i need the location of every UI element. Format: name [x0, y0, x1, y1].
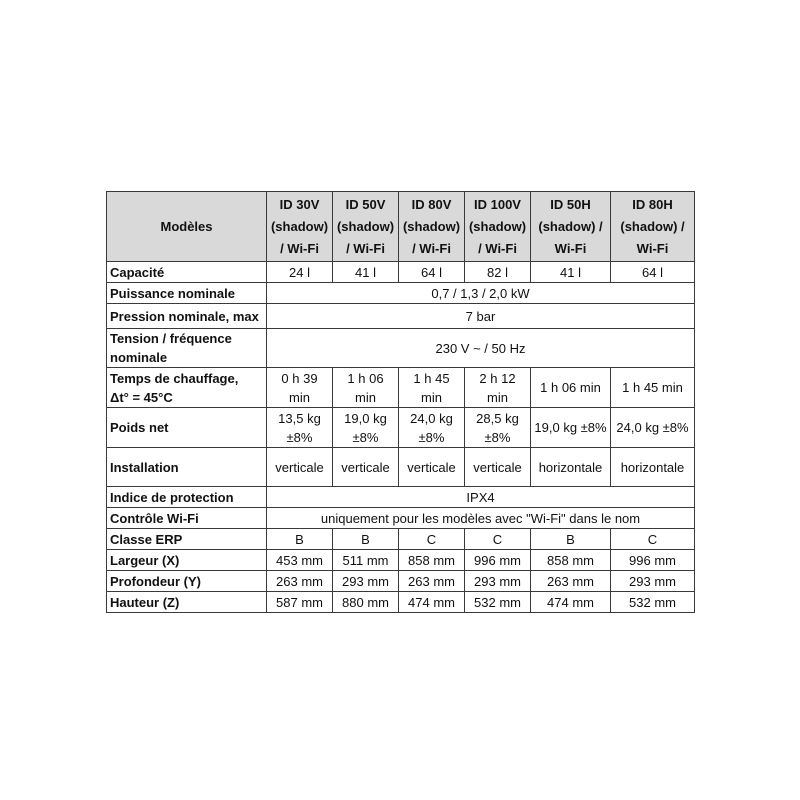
row-puissance: [107, 283, 695, 304]
row-profondeur: [107, 571, 695, 592]
model-line: ID 80H: [632, 196, 673, 212]
cell-line: 24,0 kg: [410, 410, 453, 426]
table-cell: 293 mm: [611, 571, 695, 592]
cell-line: 28,5 kg: [476, 410, 519, 426]
row-hauteur: [107, 592, 695, 613]
table-cell: 474 mm: [399, 592, 465, 613]
table-cell: 41 l: [531, 262, 611, 283]
table-cell: 587 mm: [267, 592, 333, 613]
cell-line: ±8%: [286, 429, 313, 445]
model-line: Wi-Fi: [554, 240, 587, 256]
row-capacite: [107, 262, 695, 283]
table-cell-merged: uniquement pour les modèles avec "Wi-Fi" dans le nom: [267, 508, 695, 529]
row-label-line: Temps de chauffage,: [110, 370, 239, 386]
table-cell: [399, 368, 465, 408]
row-protection: [107, 487, 695, 508]
table-cell: [399, 408, 465, 448]
table-cell: 82 l: [465, 262, 531, 283]
model-line: (shadow) /: [538, 218, 603, 234]
model-header-id50h: [531, 192, 611, 262]
model-line: ID 30V: [279, 196, 320, 212]
table-cell: 511 mm: [333, 550, 399, 571]
row-label-line: Tension / fréquence: [110, 331, 232, 346]
table-cell: B: [333, 529, 399, 550]
cell-line: ±8%: [352, 429, 379, 445]
row-pression: [107, 304, 695, 329]
table-cell-merged: 230 V ~ / 50 Hz: [267, 329, 695, 368]
table-cell: 996 mm: [465, 550, 531, 571]
table-cell: 41 l: [333, 262, 399, 283]
model-header-id50v: [333, 192, 399, 262]
row-label: Indice de protection: [107, 487, 267, 508]
table-cell: 64 l: [399, 262, 465, 283]
row-label-line: nominale: [110, 350, 168, 365]
row-label: [107, 368, 267, 408]
table-cell: 263 mm: [399, 571, 465, 592]
table-cell: 19,0 kg ±8%: [531, 408, 611, 448]
table-cell: 996 mm: [611, 550, 695, 571]
model-line: (shadow): [402, 218, 461, 234]
table-cell-merged: 7 bar: [267, 304, 695, 329]
table-cell: horizontale: [611, 448, 695, 487]
row-label: Installation: [107, 448, 267, 487]
cell-line: 13,5 kg: [278, 410, 321, 426]
row-label: Pression nominale, max: [107, 304, 267, 329]
table-cell: verticale: [267, 448, 333, 487]
model-line: / Wi-Fi: [346, 240, 385, 256]
table-cell: 293 mm: [465, 571, 531, 592]
model-header-id80h: [611, 192, 695, 262]
table-cell: 64 l: [611, 262, 695, 283]
model-line: (shadow): [468, 218, 527, 234]
cell-line: 0 h 39: [281, 370, 318, 386]
cell-line: min: [289, 389, 310, 405]
row-poids: [107, 408, 695, 448]
model-line: ID 100V: [474, 196, 521, 212]
table-cell: verticale: [465, 448, 531, 487]
model-line: Wi-Fi: [636, 240, 669, 256]
header-row: [107, 192, 695, 262]
model-line: (shadow): [336, 218, 395, 234]
table-cell: C: [611, 529, 695, 550]
table-cell: verticale: [399, 448, 465, 487]
cell-line: ±8%: [484, 429, 511, 445]
table-cell: 858 mm: [531, 550, 611, 571]
table-cell: B: [531, 529, 611, 550]
row-wifi: [107, 508, 695, 529]
model-line: / Wi-Fi: [280, 240, 319, 256]
table-cell: [333, 408, 399, 448]
table-cell: [267, 408, 333, 448]
row-label: Puissance nominale: [107, 283, 267, 304]
table-cell: 858 mm: [399, 550, 465, 571]
table-cell-merged: 0,7 / 1,3 / 2,0 kW: [267, 283, 695, 304]
row-erp: [107, 529, 695, 550]
row-label: Capacité: [107, 262, 267, 283]
table-cell: 880 mm: [333, 592, 399, 613]
table-cell: 24 l: [267, 262, 333, 283]
cell-line: 19,0 kg: [344, 410, 387, 426]
model-header-id30v: [267, 192, 333, 262]
cell-line: min: [487, 389, 508, 405]
table-cell: 293 mm: [333, 571, 399, 592]
model-header-id100v: [465, 192, 531, 262]
row-tension: [107, 329, 695, 368]
model-line: ID 80V: [411, 196, 452, 212]
table-cell: [267, 368, 333, 408]
specifications-table: [106, 191, 695, 613]
table-cell: 453 mm: [267, 550, 333, 571]
model-line: ID 50V: [345, 196, 386, 212]
model-line: (shadow): [270, 218, 329, 234]
table-cell: 263 mm: [267, 571, 333, 592]
table-cell: 263 mm: [531, 571, 611, 592]
row-label: Hauteur (Z): [107, 592, 267, 613]
model-line: ID 50H: [550, 196, 591, 212]
model-line: (shadow) /: [620, 218, 685, 234]
cell-line: min: [421, 389, 442, 405]
row-label: [107, 329, 267, 368]
table-cell: verticale: [333, 448, 399, 487]
table-cell: B: [267, 529, 333, 550]
row-temps: [107, 368, 695, 408]
row-label: Largeur (X): [107, 550, 267, 571]
table-cell: [465, 408, 531, 448]
table-cell: C: [399, 529, 465, 550]
table-cell: 532 mm: [611, 592, 695, 613]
table-cell: [333, 368, 399, 408]
table-cell: 532 mm: [465, 592, 531, 613]
model-line: / Wi-Fi: [478, 240, 517, 256]
models-header-cell: Modèles: [107, 192, 267, 262]
model-header-id80v: [399, 192, 465, 262]
table-cell: 24,0 kg ±8%: [611, 408, 695, 448]
table-cell: 474 mm: [531, 592, 611, 613]
cell-line: ±8%: [418, 429, 445, 445]
table-cell: C: [465, 529, 531, 550]
row-label: Poids net: [107, 408, 267, 448]
table-cell: 1 h 45 min: [611, 368, 695, 408]
table-cell: horizontale: [531, 448, 611, 487]
row-installation: [107, 448, 695, 487]
cell-line: min: [355, 389, 376, 405]
row-label: Contrôle Wi-Fi: [107, 508, 267, 529]
row-label: Profondeur (Y): [107, 571, 267, 592]
table-cell: 1 h 06 min: [531, 368, 611, 408]
row-largeur: [107, 550, 695, 571]
row-label: Classe ERP: [107, 529, 267, 550]
cell-line: 2 h 12: [479, 370, 516, 386]
row-label-line: Δt° = 45°C: [110, 389, 173, 405]
model-line: / Wi-Fi: [412, 240, 451, 256]
table-cell-merged: IPX4: [267, 487, 695, 508]
cell-line: 1 h 06: [347, 370, 384, 386]
cell-line: 1 h 45: [413, 370, 450, 386]
table-cell: [465, 368, 531, 408]
